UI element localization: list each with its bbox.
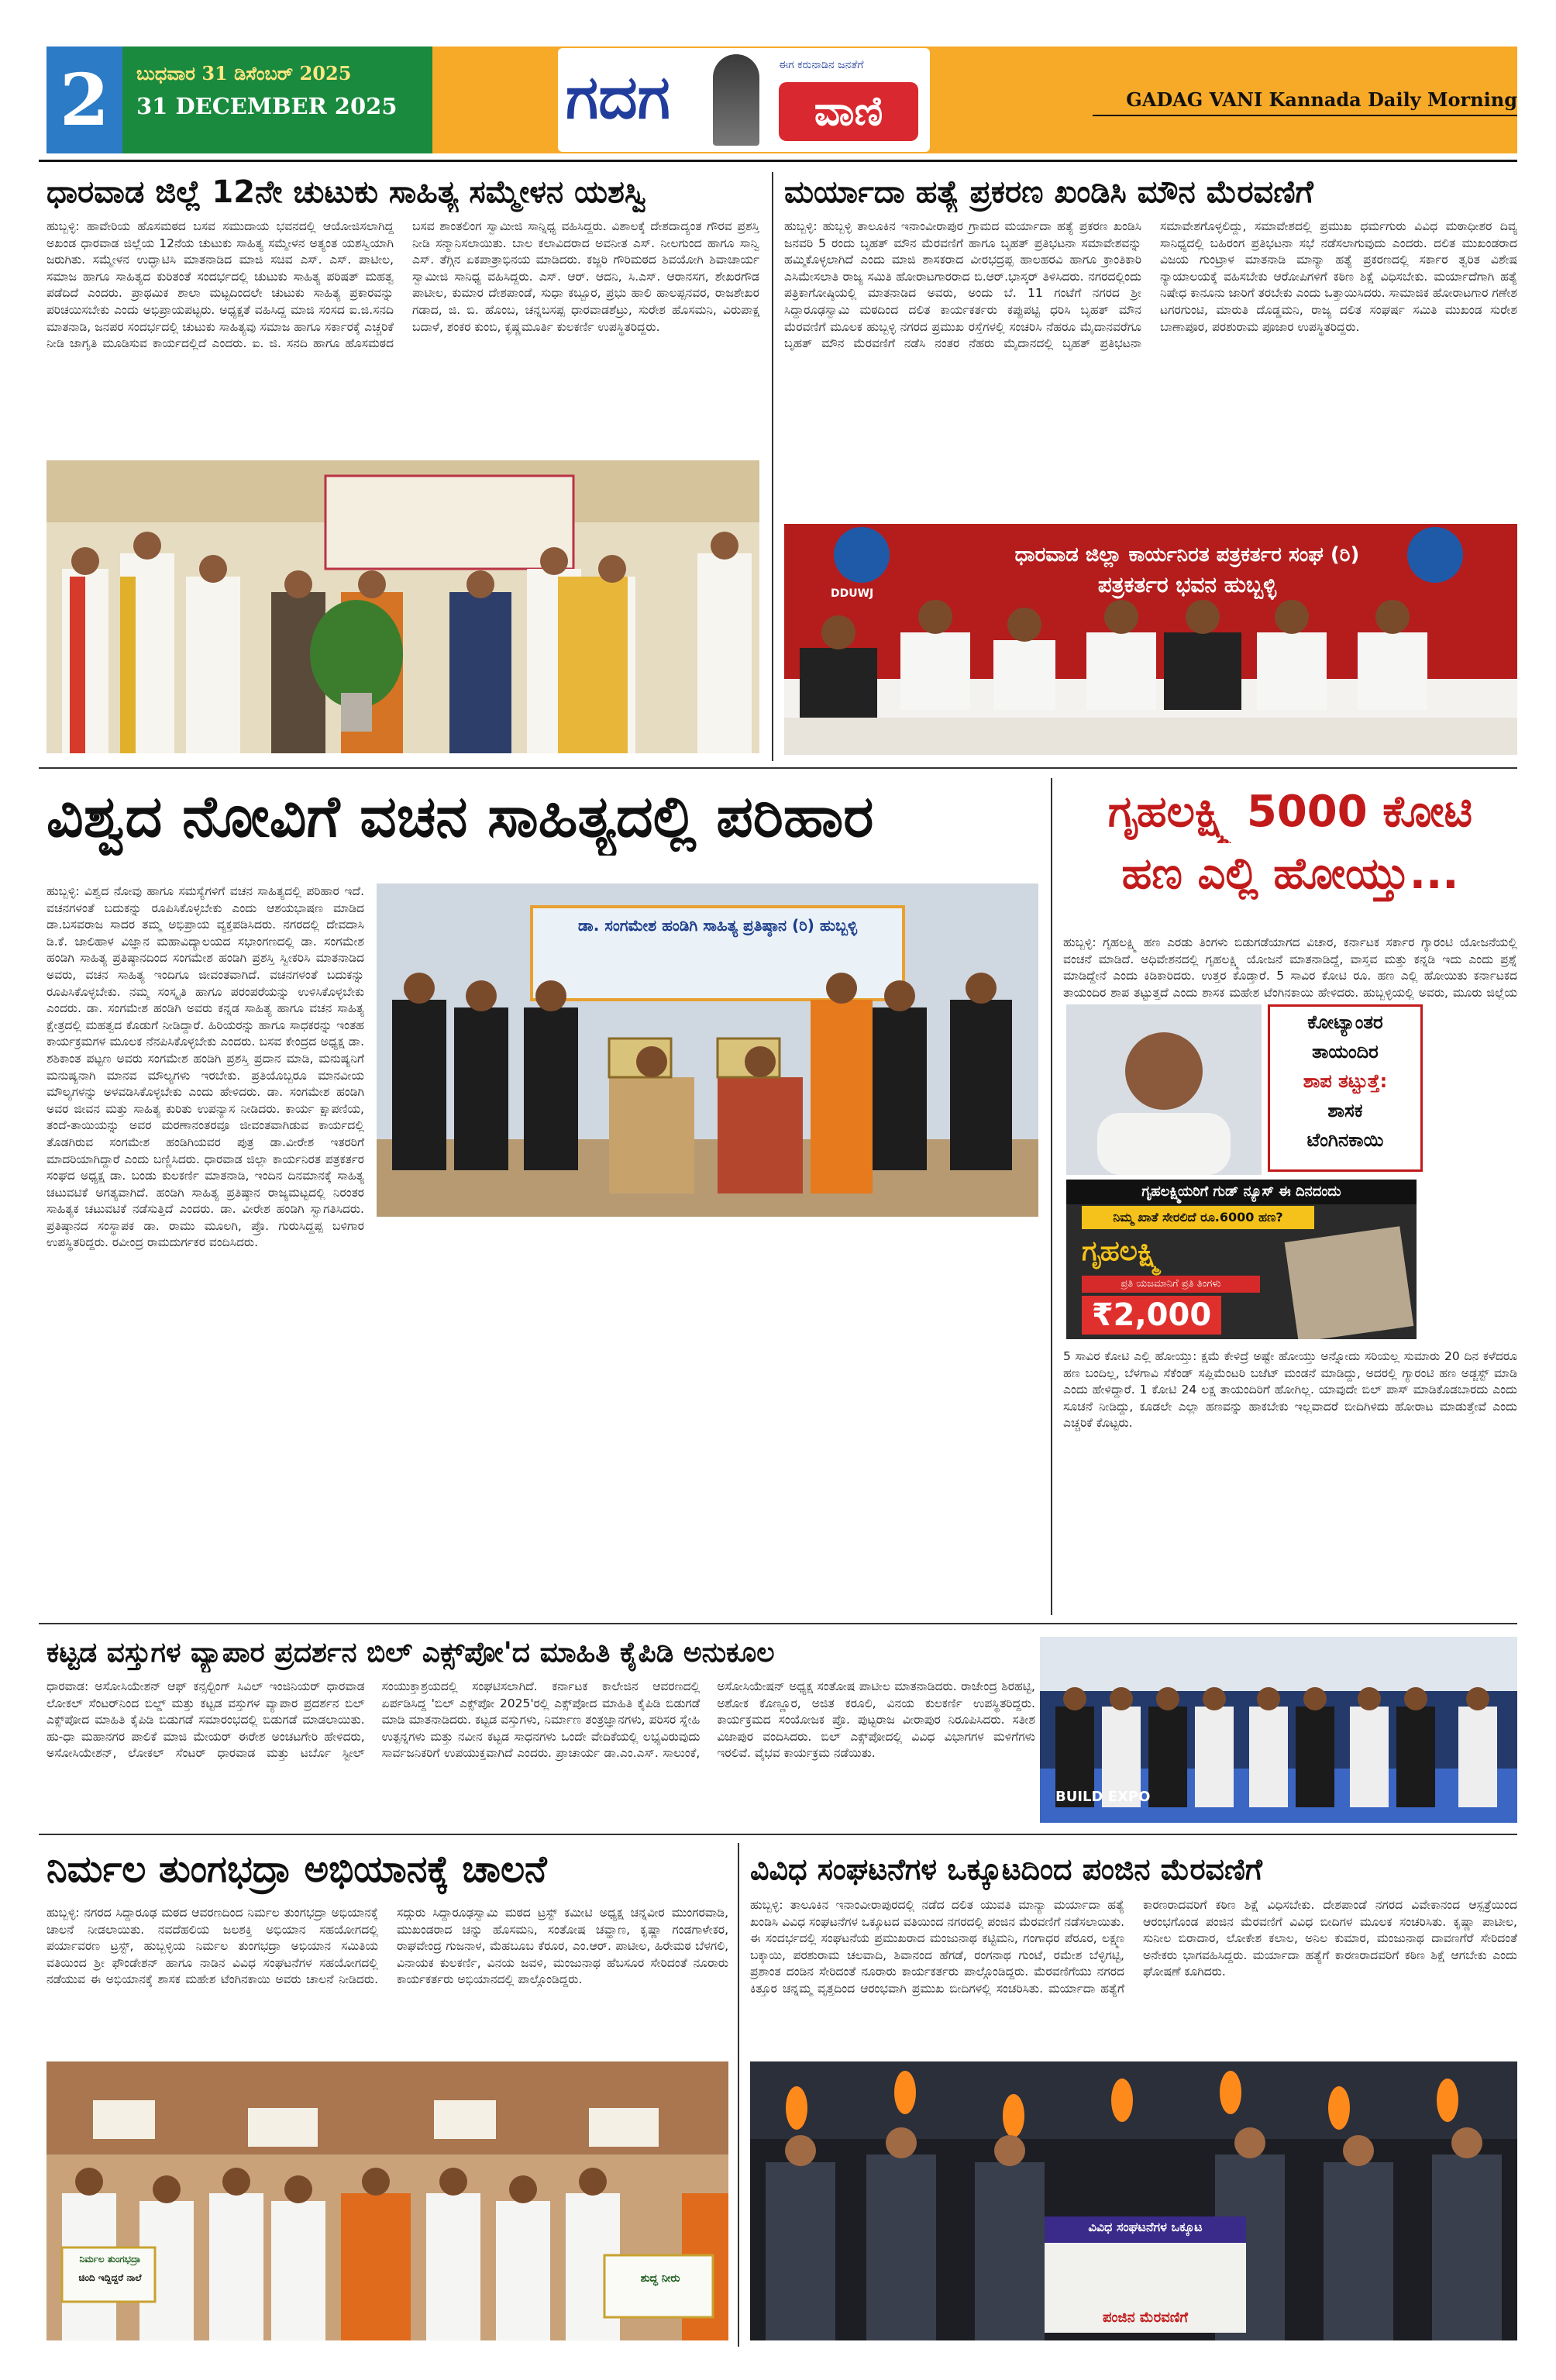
grihalakshmi-promo (1066, 1180, 1417, 1339)
story-body-side (1427, 1004, 1517, 1345)
story-body: ಹುಬ್ಬಳ್ಳಿ: ನಗರದ ಸಿದ್ದಾರೂಢ ಮಠದ ಆವರಣದಿಂದ ನಿರ್ಮಲ ತುಂಗಭದ್ರಾ ಅಭಿಯಾನಕ್ಕೆ ಚಾಲನೆ ನೀಡಲಾಯಿತು. ನವದೆಹಲಿಯ ಜಲಶಕ್ತಿ ಅಭಿಯಾನ ಸಹಯೋಗದಲ್ಲಿ ಪರ್ಯಾವರಣ ಟ್ರಸ್ಟ್, ಹುಬ್ಬಳ್ಳಿಯ ನಿರ್ಮಲ ತುಂಗಭದ್ರಾ ಅಭಿಯಾನ ಸಮಿತಿಯ ವತಿಯಿಂದ ಶ್ರೀ ಫೌಂಡೇಶನ್ ಹಾಗೂ ನಾಡಿನ ವಿವಿಧ ಸಂಘಟನೆಗಳ ಸಹಯೋಗದಲ್ಲಿ ನಡೆಯುವ ಈ ಅಭಿಯಾನಕ್ಕೆ ಶಾಸಕ ಮಹೇಶ ಟೆಂಗಿನಕಾಯಿ ಅವರು ಚಾಲನೆ ನೀಡಿದರು. ಸದ್ಗುರು ಸಿದ್ದಾರೂಢಸ್ವಾಮಿ ಮಠದ ಟ್ರಸ್ಟ್ ಕಮೀಟಿ ಅಧ್ಯಕ್ಷ ಚನ್ನವೀರ ಮುಂಗರವಾಡಿ, ಮುಖಂಡರಾದ ಚನ್ನು ಹೊಸಮನಿ, ಸಂತೋಷ ಚವ್ಹಾಣ, ಕೃಷ್ಣಾ ಗಂಡಗಾಳೇಕರ, ರಾಘವೇಂದ್ರ ಗುಜನಾಳ, ಮೆಹಬೂಬ ಕೆರೂರ, ಎಂ.ಆರ್. ಪಾಟೀಲ, ಹಿರೇಮಠ ಬೆಳಗಲಿ, ವಿನಾಯಕ ಕುಲಕರ್ಣಿ, ವಿನಯ ಜವಳಿ, ಮಂಜುನಾಥ ಹೆಬಸೂರ ಸೇರಿದಂತೆ ನೂರಾರು ಕಾರ್ಯಕರ್ತರು ಅಭಿಯಾನದಲ್ಲಿ ಪಾಲ್ಗೊಂಡಿದ್ದರು. (46, 1906, 728, 1987)
story-headline: ಮರ್ಯಾದಾ ಹತ್ಯೆ ಪ್ರಕರಣ ಖಂಡಿಸಿ ಮೌನ ಮೆರವಣಿಗೆ (784, 174, 1313, 210)
rally-photo (46, 2061, 728, 2340)
story-body: ಹುಬ್ಬಳ್ಳಿ: ಗೃಹಲಕ್ಷ್ಮಿ ಹಣ ಎರಡು ತಿಂಗಳು ಬಿಡುಗಡೆಯಾಗದ ವಿಚಾರ, ಕರ್ನಾಟಕ ಸರ್ಕಾರ ಗ್ಯಾರಂಟಿ ಯೋಜನೆಯಲ್ಲಿ ವಂಚನೆ ಮಾಡಿದೆ. ಅಧಿವೇಶನದಲ್ಲಿ ಗೃಹಲಕ್ಷ್ಮಿ ಯೋಜನೆ ಮಾತನಾಡಿದ್ದೆ, ವಾಸ್ತವ ಮತ್ತು ಕನ್ನಡಿ ಇದು ಎಂದು ಪ್ರಶ್ನೆ ಮಾಡಿದ್ದೇನೆ ಎಂದು ಕಿಡಿಕಾರಿದರು. ಉತ್ತರ ಕೊಡ್ತಾರೆ. 5 ಸಾವಿರ ಕೋಟಿ ರೂ. ಹಣ ಎಲ್ಲಿ ಹೋಯಿತು ಕರ್ನಾಟಕದ ತಾಯಂದಿರ ಶಾಪ ತಟ್ಟುತ್ತದೆ ಎಂದು ಶಾಸಕ ಮಹೇಶ ಟೆಂಗಿನಕಾಯಿ ಹೇಳಿದರು. ಹುಬ್ಬಳ್ಳಿಯಲ್ಲಿ ಅವರು, ಮೂರು ಜಿಲ್ಲೆಯ (1063, 935, 1517, 1000)
expo-launch-photo (1040, 1637, 1517, 1823)
statue-icon (713, 54, 759, 146)
currency-notes-image (1285, 1226, 1414, 1339)
divider (39, 1834, 1517, 1835)
placard-text: ಶುದ್ಧ ನೀರು (640, 2272, 680, 2285)
expo-logo-text: BUILD EXPO (1055, 1789, 1151, 1805)
paper-name: GADAG VANI Kannada Daily Morning (1126, 88, 1517, 111)
promo-sub: ಪ್ರತಿ ಯಜಮಾನಿಗೆ ಪ್ರತಿ ತಿಂಗಳು (1082, 1276, 1260, 1293)
story-body: ಹುಬ್ಬಳ್ಳಿ: ಹುಬ್ಬಳ್ಳಿ ತಾಲೂಕಿನ ಇನಾಂವೀರಾಪುರ ಗ್ರಾಮದ ಮರ್ಯಾದಾ ಹತ್ಯೆ ಪ್ರಕರಣ ಖಂಡಿಸಿ ಜನವರಿ 5 ರಂದು ಬೃಹತ್ ಮೌನ ಮೆರವಣಿಗೆ ಹಾಗೂ ಬೃಹತ್ ಪ್ರತಿಭಟನಾ ಸಮಾವೇಶವನ್ನು ಹಮ್ಮಿಕೊಳ್ಳಲಾಗಿದೆ ಎಂದು ಮಾಜಿ ಶಾಸಕರಾದ ವೀರಭದ್ರಪ್ಪ ಹಾಲಹರವಿ ಹಾಗೂ ಕ್ರಾಂತಿಕಾರಿ ಎಸಿಮೇಸಲಾತಿ ರಾಜ್ಯ ಸಮಿತಿ ಹೋರಾಟಗಾರರಾದ ಬಿ.ಆರ್.ಭಾಸ್ಕರ್ ತಿಳಿಸಿದರು. ನಗರದಲ್ಲಿಂದು ಪತ್ರಿಕಾಗೋಷ್ಠಿಯಲ್ಲಿ ಮಾತನಾಡಿದ ಅವರು, ಅಂದು ಬೆ. 11 ಗಂಟೆಗೆ ನಗರದ ಶ್ರೀ ಸಿದ್ದಾರೂಢಸ್ವಾಮಿ ಮಠದಿಂದ ದಲಿತ ಕಾರ್ಯಕರ್ತರು ಕಪ್ಪುಪಟ್ಟಿ ಧರಿಸಿ ಬೃಹತ್ ಮೌನ ಮೆರವಣಿಗೆ ಮೂಲಕ ಹುಬ್ಬಳ್ಳಿ ನಗರದ ಪ್ರಮುಖ ರಸ್ತೆಗಳಲ್ಲಿ ಸಂಚರಿಸಿ ನೆಹರೂ ಮೈದಾನವರೆಗೂ ಬೃಹತ್ ಮೌನ ಮೆರವಣಿಗೆ ನಡೆಸಿ ನಂತರ ನೆಹರು ಮೈದಾನದಲ್ಲಿ ಬೃಹತ್ ಪ್ರತಿಭಟನಾ ಸಮಾವೇಶಗೊಳ್ಳಲಿದ್ದು, ಸಮಾವೇಶದಲ್ಲಿ ಪ್ರಮುಖ ಧರ್ಮಗುರು ವಿವಿಧ ಮಠಾಧೀಶರ ದಿವ್ಯ ಸಾನಿಧ್ಯದಲ್ಲಿ ಬಹಿರಂಗ ಪ್ರತಿಭಟನಾ ಸಭೆ ನಡೆಸಲಾಗುವುದು ಎಂದರು. ದಲಿತ ಮುಖಂಡರಾದ ವಿಜಯ ಗುಂಟ್ರಾಳ ಮಾತನಾಡಿ ಮಾನ್ಯಾ ಹತ್ಯೆ ಪ್ರಕರಣದಲ್ಲಿ ಸರ್ಕಾರ ತ್ವರಿತ ವಿಶೇಷ ನ್ಯಾಯಾಲಯಕ್ಕೆ ವಹಿಸಬೇಕು ಆರೋಪಿಗಳಿಗೆ ಕಠಿಣ ಶಿಕ್ಷೆ ವಿಧಿಸಬೇಕು. ಮರ್ಯಾದೆಗಾಗಿ ಹತ್ಯೆ ನಿಷೇಧ ಕಾನೂನು ಜಾರಿಗೆ ತರಬೇಕು ಎಂದು ಒತ್ತಾಯಿಸಿದರು. ಸಾಮಾಜಿಕ ಹೋರಾಟಗಾರ ಗಣೇಶ ಟಗರಗುಂಟಿ, ಮಾರುತಿ ದೊಡ್ಡಮನಿ, ರಾಜ್ಯ ದಲಿತ ಸಂಘರ್ಷ ಸಮಿತಿ ಮುಖಂಡ ಸುರೇಶ ಬಾಣಾಪೂರ, ಪರಶುರಾಮ ಪೂಜಾರ ಉಪಸ್ಥಿತರಿದ್ದರು. (784, 219, 1517, 351)
column-divider (772, 172, 773, 761)
divider (39, 1623, 1517, 1624)
column-divider (1051, 778, 1052, 1615)
politician-photo (1066, 1004, 1262, 1175)
banner-text: ವಿವಿಧ ಸಂಘಟನೆಗಳ ಒಕ್ಕೂಟ (1088, 2220, 1203, 2234)
promo-line: ನಿಮ್ಮ ಖಾತೆ ಸೇರಲಿದೆ ರೂ.6000 ಹಣ? (1082, 1206, 1314, 1229)
story-headline: ಧಾರವಾಡ ಜಿಲ್ಲೆ 12ನೇ ಚುಟುಕು ಸಾಹಿತ್ಯ ಸಮ್ಮೇಳನ ಯಶಸ್ವಿ (46, 174, 647, 210)
date-kannada: ಬುಧವಾರ 31 ಡಿಸೆಂಬರ್ 2025 (136, 62, 352, 84)
story-headline: ಕಟ್ಟಡ ವಸ್ತುಗಳ ವ್ಯಾಪಾರ ಪ್ರದರ್ಶನ ಬಿಲ್ ಎಕ್ಸ್‌ಪೋ'ದ ಮಾಹಿತಿ ಕೈಪಿಡಿ ಅನುಕೂಲ (46, 1637, 775, 1669)
quote-line: ಟೆಂಗಿನಕಾಯಿ (1306, 1129, 1384, 1151)
logo-vani: ವಾಣಿ (779, 82, 918, 141)
press-hall-text: ಪತ್ರಕರ್ತರ ಭವನ ಹುಬ್ಬಳ್ಳಿ (1097, 572, 1277, 598)
placard-text: ಚಿಂದಿ ಇದ್ದಿದ್ದರೆ ನಾಲೆ (78, 2272, 142, 2283)
placard-text: ನಿರ್ಮಲ ತುಂಗಭದ್ರಾ (79, 2254, 141, 2265)
press-meet-photo (784, 524, 1517, 755)
quote-box (1268, 1004, 1423, 1172)
divider (1093, 115, 1517, 116)
logo-text: ಗದಗ (566, 62, 670, 133)
page-number: 2 (46, 46, 122, 153)
story-body: 5 ಸಾವಿರ ಕೋಟಿ ಎಲ್ಲಿ ಹೋಯ್ತು: ಕ್ಷಮೆ ಕೇಳಿದ್ರೆ ಅಷ್ಟೇ ಹೋಯ್ತು ಅನ್ನೋದು ಸರಿಯಲ್ಲ ಸುಮಾರು 20 ದಿನ ಕಳೆದರೂ ಹಣ ಬಂದಿಲ್ಲ, ಬೆಳಗಾವಿ ಸೆಕೆಂಡ್ ಸಪ್ಲಿಮೆಂಟರಿ ಬಜೆಟ್ ಮಂಡನೆ ಮಾಡಿದ್ದು, ಅದರಲ್ಲಿ ಗ್ಯಾರಂಟಿ ಹಣ ಅಡ್ಜಸ್ಟ್ ಮಾಡಿ ಎಂದು ಹೇಳಿದ್ದಾರೆ. 1 ಕೋಟಿ 24 ಲಕ್ಷ ತಾಯಂದಿರಿಗೆ ಹೋಗಿಲ್ಲ. ಯಾವುದೇ ಬಿಲ್ ಪಾಸ್ ಮಾಡಿಕೊಡಬಾರದು ಎಂದು ಸೂಚನೆ ನೀಡಿದ್ದು, ಕೂಡಲೇ ಎಲ್ಲಾ ಹಣವನ್ನು ಹಾಕಬೇಕು ಇಲ್ಲವಾದರೆ ಬೀದಿಗಿಳಿದು ಹೋರಾಟ ಮಾಡುತ್ತೇವೆ ಎಂದು ಎಚ್ಚರಿಕೆ ಕೊಟ್ಟರು. (1063, 1349, 1517, 1431)
story-body: ಹುಬ್ಬಳ್ಳಿ: ವಿಶ್ವದ ನೋವು ಹಾಗೂ ಸಮಸ್ಯೆಗಳಿಗೆ ವಚನ ಸಾಹಿತ್ಯದಲ್ಲಿ ಪರಿಹಾರ ಇದೆ. ವಚನಗಳಂತೆ ಬದುಕನ್ನು ರೂಪಿಸಿಕೊಳ್ಳಬೇಕು ಎಂದು ಆಶಯಭಾಷಣ ಮಾಡಿದ ಡಾ.ಬಸವರಾಜ ಸಾದರ ತಮ್ಮ ಅಭಿಪ್ರಾಯ ವ್ಯಕ್ತಪಡಿಸಿದರು. ನಗರದಲ್ಲಿ ದೇವದಾಸಿ ಡಿ.ಕೆ. ಜಾಲಿಹಾಳ ವಿಜ್ಞಾನ ಮಹಾವಿದ್ಯಾಲಯದ ಸಭಾಂಗಣದಲ್ಲಿ ಡಾ. ಸಂಗಮೇಶ ಹಂಡಿಗಿ ಸಾಹಿತ್ಯ ಪ್ರತಿಷ್ಠಾನದಿಂದ ಸಂಗಮೇಶ ಹಂಡಿಗಿ ಪ್ರಶಸ್ತಿ ಸ್ವೀಕರಿಸಿ ಮಾತನಾಡಿದ ಅವರು, ವಚನ ಸಾಹಿತ್ಯ ಇಂದಿಗೂ ಜೀವಂತವಾಗಿದೆ. ವಚನಗಳಂತೆ ಬದುಕನ್ನು ರೂಪಿಸಿಕೊಳ್ಳಬೇಕು. ನಮ್ಮ ಸಂಸ್ಕೃತಿ ಹಾಗೂ ಪರಂಪರೆಯನ್ನು ಉಳಿಸಿಕೊಳ್ಳಬೇಕು ಎಂದರು. ಡಾ. ಸಂಗಮೇಶ ಹಂಡಿಗಿ ಅವರು ಕನ್ನಡ ಸಾಹಿತ್ಯ ಹಾಗೂ ವಚನ ಸಾಹಿತ್ಯ ಕ್ಷೇತ್ರದಲ್ಲಿ ಮಹತ್ವದ ಕೊಡುಗೆ ನೀಡಿದ್ದಾರೆ. ಹಿರಿಯರನ್ನು ಹಾಗೂ ಸಾಧಕರನ್ನು ಇಂತಹ ಕಾರ್ಯಕ್ರಮಗಳ ಮೂಲಕ ನೆನಪಿಸಿಕೊಳ್ಳಬೇಕು ಎಂದರು. ಬಸವ ಕೇಂದ್ರದ ಅಧ್ಯಕ್ಷ ಡಾ. ಶಶಿಕಾಂತ ಪಟ್ಟಣ ಅವರು ಸಂಗಮೇಶ ಹಂಡಿಗಿ ಪ್ರಶಸ್ತಿ ಪ್ರದಾನ ಮಾಡಿ, ಮನುಷ್ಯನಿಗೆ ಮನುಷ್ಯನಾಗಿ ಮಾನವ ಮೌಲ್ಯಗಳು ಇರಬೇಕು. ಪ್ರತಿಯೊಬ್ಬರೂ ಮಾನವೀಯ ಮೌಲ್ಯಗಳನ್ನು ಅಳವಡಿಸಿಕೊಳ್ಳಬೇಕು ಎಂದು ಹೇಳಿದರು. ಡಾ. ಸಂಗಮೇಶ ಹಂಡಿಗಿ ಅವರ ಜೀವನ ಮತ್ತು ಸಾಹಿತ್ಯ ಕುರಿತು ಉಪನ್ಯಾಸ ನೀಡಿದರು. ಕಾರ್ಯ ಕ್ಷಾಪಣಿಯ, ತಂದೆ-ತಾಯಿಯನ್ನು ಅವರ ಮರಣಾನಂತರವೂ ಜೀವಂತವಾಗಿಡುವ ಕಾರ್ಯದಲ್ಲಿ ತೊಡಗಿರುವ ಸಂಗಮೇಶ ಹಂಡಿಗಿಯವರ ಪುತ್ರ ಡಾ.ವೀರೇಶ ಇತರರಿಗೆ ಮಾದರಿಯಾಗಿದ್ದಾರೆ ಎಂದು ಬಣ್ಣಿಸಿದರು. ಧಾರವಾಡ ಜಿಲ್ಲಾ ಕಾರ್ಯನಿರತ ಪತ್ರಕರ್ತರ ಸಂಘದ ಅಧ್ಯಕ್ಷ ಡಾ. ಬಂಡು ಕುಲಕರ್ಣಿ ಮಾತನಾಡಿ, ಇಂದಿನ ದಿನಮಾನಕ್ಕೆ ಸಾಹಿತ್ಯ ಚಟುವಟಿಕೆ ಅಗತ್ಯವಾಗಿದೆ. ಹಂಡಿಗಿ ಸಾಹಿತ್ಯ ಪ್ರತಿಷ್ಠಾನ ರಾಜ್ಯಮಟ್ಟದಲ್ಲಿ ನಿರಂತರ ಸಾಹಿತ್ಯಕ ಚಟುವಟಿಕೆ ನಡೆಸುತ್ತಿದೆ ಎಂದರು. ಡಾ. ವೀರೇಶ ಹಂಡಿಗಿ ಸ್ವಾಗತಿಸಿದರು. ಪ್ರತಿಷ್ಠಾನದ ಸಂಸ್ಥಾಪಕ ಡಾ. ರಾಮು ಮೂಲಗಿ, ಪ್ರೊ. ಗುರುಸಿದ್ದಪ್ಪ ಬಳಿಗಾರ ಉಪಸ್ಥಿತರಿದ್ದರು. ರವೀಂದ್ರ ರಾಮದುರ್ಗಕರ ವಂದಿಸಿದರು. (46, 884, 364, 1250)
promo-brand: ಗೃಹಲಕ್ಷ್ಮಿ (1082, 1235, 1162, 1267)
award-ceremony-photo (377, 883, 1038, 1217)
story-body-continued (377, 1229, 1038, 1612)
press-abbr: DDUWJ (831, 587, 874, 600)
divider (39, 767, 1517, 769)
quote-line: ಶಾಪ ತಟ್ಟುತ್ತೆ: (1303, 1070, 1388, 1092)
story-headline: ವಿವಿಧ ಸಂಘಟನೆಗಳ ಒಕ್ಕೂಟದಿಂದ ಪಂಜಿನ ಮೆರವಣಿಗೆ (750, 1852, 1262, 1886)
column-divider (738, 1843, 739, 2347)
story-body: ಧಾರವಾಡ: ಅಸೋಸಿಯೇಶನ್ ಆಫ್ ಕನ್ಸಲ್ಟಿಂಗ್ ಸಿವಿಲ್ ಇಂಜಿನಿಯರ್ ಧಾರವಾಡ ಲೋಕಲ್ ಸೆಂಟರ್‌ನಿಂದ ಬಿಲ್ಡ್ ಮತ್ತು ಕಟ್ಟಡ ವಸ್ತುಗಳ ವ್ಯಾಪಾರ ಪ್ರದರ್ಶನ ಬಿಲ್ ಎಕ್ಸ್‌ಪೋದ ಮಾಹಿತಿ ಕೈಪಿಡಿ ಬಿಡುಗಡೆ ಸಮಾರಂಭದಲ್ಲಿ ಬಿಡುಗಡೆ ಮಾಡಲಾಯಿತು. ಹು-ಧಾ ಮಹಾನಗರ ಪಾಲಿಕೆ ಮಾಜಿ ಮೇಯರ್ ಈರೇಶ ಅಂಚಟಗೇರಿ ಹೇಳಿದರು, ಅಸೋಸಿಯೇಶನ್, ಲೋಕಲ್ ಸೆಂಟರ್ ಧಾರವಾಡ ಮತ್ತು ಟರ್ಬೊ ಸ್ಟೀಲ್ ಸಂಯುಕ್ತಾಶ್ರಯದಲ್ಲಿ ಸಂಘಟಿಸಲಾಗಿದೆ. ಕರ್ನಾಟಕ ಕಾಲೇಜಿನ ಆವರಣದಲ್ಲಿ ಏರ್ಪಡಿಸಿದ್ದ 'ಬಿಲ್ ಎಕ್ಸ್‌ಪೋ 2025'ರಲ್ಲಿ ಎಕ್ಸ್‌ಪೋದ ಮಾಹಿತಿ ಕೈಪಿಡಿ ಬಿಡುಗಡೆ ಮಾಡಿ ಮಾತನಾಡಿದರು. ಕಟ್ಟಡ ವಸ್ತುಗಳು, ನಿರ್ಮಾಣ ತಂತ್ರಜ್ಞಾನಗಳು, ಪರಿಸರ ಸ್ನೇಹಿ ಉತ್ಪನ್ನಗಳು ಮತ್ತು ನವೀನ ಕಟ್ಟಡ ಸಾಧನಗಳು ಒಂದೇ ವೇದಿಕೆಯಲ್ಲಿ ಲಭ್ಯವಿರುವುದು ಸಾರ್ವಜನಿಕರಿಗೆ ಉಪಯುಕ್ತವಾಗಿದೆ ಎಂದರು. ಪ್ರಾಚಾರ್ಯ ಡಾ.ಎಂ.ಎಸ್. ಸಾಲುಂಕೆ, ಅಸೋಸಿಯೇಷನ್ ಅಧ್ಯಕ್ಷ ಸಂತೋಷ ಪಾಟೀಲ ಮಾತನಾಡಿದರು. ರಾಜೇಂದ್ರ ಶಿರಹಟ್ಟಿ, ಅಶೋಕ ಕೊಣ್ಣೂರ, ಅಜಿತ ಕರೂಲಿ, ವಿನಯ ಕುಲಕರ್ಣಿ ಉಪಸ್ಥಿತರಿದ್ದರು. ಕಾರ್ಯಕ್ರಮದ ಸಂಯೋಜಕ ಪ್ರೊ. ಪುಟ್ಟರಾಜ ವೀರಾಪುರ ನಿರೂಪಿಸಿದರು. ಸತೀಶ ವಿಜಾಪುರ ವಂದಿಸಿದರು. ಬಿಲ್ ಎಕ್ಸ್‌ಪೋದಲ್ಲಿ ವಿವಿಧ ವಿಭಾಗಗಳ ಮಳಿಗೆಗಳು ಇರಲಿವೆ. ವೈಭವ ಕಾರ್ಯಕ್ರಮ ನಡೆಯಿತು. (46, 1679, 1035, 1761)
newspaper-logo (558, 48, 930, 152)
press-org-banner: ಧಾರವಾಡ ಜಿಲ್ಲಾ ಕಾರ್ಯನಿರತ ಪತ್ರಕರ್ತರ ಸಂಘ (ರಿ) (1014, 543, 1360, 567)
promo-amount: ₹2,000 (1082, 1296, 1221, 1335)
promo-line: ಗೃಹಲಕ್ಷ್ಮಿಯರಿಗೆ ಗುಡ್ ನ್ಯೂಸ್ ಈ ದಿನದಂದು (1066, 1180, 1417, 1204)
story-headline: ವಿಶ್ವದ ನೋವಿಗೆ ವಚನ ಸಾಹಿತ್ಯದಲ್ಲಿ ಪರಿಹಾರ (46, 784, 874, 850)
logo-tagline: ಈಗ ಕರುನಾಡಿನ ಜನತೆಗೆ (779, 59, 864, 71)
event-photo (46, 460, 759, 753)
story-headline: ಹಣ ಎಲ್ಲಿ ಹೋಯ್ತು... (1121, 849, 1459, 899)
divider (39, 160, 1517, 162)
quote-line: ಕೋಟ್ಯಾಂತರ (1307, 1011, 1383, 1033)
stage-banner-text: ಡಾ. ಸಂಗಮೇಶ ಹಂಡಿಗಿ ಸಾಹಿತ್ಯ ಪ್ರತಿಷ್ಠಾನ (ರಿ) ಹುಬ್ಬಳ್ಳಿ (577, 916, 858, 935)
banner-text: ಪಂಜಿನ ಮೆರವಣಿಗೆ (1103, 2309, 1188, 2326)
quote-line: ತಾಯಂದಿರ (1312, 1041, 1379, 1063)
story-headline: ನಿರ್ಮಲ ತುಂಗಭದ್ರಾ ಅಭಿಯಾನಕ್ಕೆ ಚಾಲನೆ (46, 1848, 547, 1891)
story-headline: ಗೃಹಲಕ್ಷ್ಮಿ 5000 ಕೋಟಿ (1107, 787, 1473, 837)
date-english: 31 DECEMBER 2025 (136, 93, 398, 119)
date-box (122, 46, 432, 153)
story-body: ಹುಬ್ಬಳ್ಳಿ: ಹಾವೇರಿಯ ಹೊಸಮಠದ ಬಸವ ಸಮುದಾಯ ಭವನದಲ್ಲಿ ಆಯೋಜಿಸಲಾಗಿದ್ದ ಅಖಂಡ ಧಾರವಾಡ ಜಿಲ್ಲೆಯ 12ನೆಯ ಚುಟುಕು ಸಾಹಿತ್ಯ ಸಮ್ಮೇಳನ ಅತ್ಯಂತ ಯಶಸ್ವಿಯಾಗಿ ಜರುಗಿತು. ಸಮ್ಮೇಳನ ಉದ್ಘಾಟಿಸಿ ಮಾತನಾಡಿದ ಮಾಜಿ ಸಚಿವ ಎಸ್. ಎಸ್. ಪಾಟೀಲ, ಸಮಾಜ ಹಾಗೂ ಸಾಹಿತ್ಯದ ಕುರಿತಂತೆ ಸಂದರ್ಭದಲ್ಲಿ ಚುಟುಕು ಸಾಹಿತ್ಯ ಪರಿಷತ್ ಮಹತ್ವ ಪಡೆದಿದೆ ಎಂದರು. ಪ್ರಾಥಮಿಕ ಶಾಲಾ ಮಟ್ಟದಿಂದಲೇ ಚುಟುಕು ಸಾಹಿತ್ಯ ಪ್ರಕಾರವನ್ನು ಪರಿಚಯಿಸಬೇಕು ಎಂದು ಅಭಿಪ್ರಾಯಪಟ್ಟರು. ಅಧ್ಯಕ್ಷತೆ ವಹಿಸಿದ್ದ ಮಾಜಿ ಸಂಸದ ಐ.ಜಿ.ಸನದಿ ಮಾತನಾಡಿ, ಜನಪರ ಸಂದರ್ಭದಲ್ಲಿ ಚುಟುಕು ಸಾಹಿತ್ಯವು ಸಮಾಜ ಹಾಗೂ ಸರ್ಕಾರಕ್ಕೆ ಎಚ್ಚರಿಕೆ ನೀಡಿ ಜಾಗೃತಿ ಮೂಡಿಸುವ ಕಾರ್ಯದಲ್ಲಿದೆ ಎಂದರು. ಐ. ಜಿ. ಸನದಿ ಹಾಗೂ ಹೊಸಮಠದ ಬಸವ ಶಾಂತಲಿಂಗ ಸ್ವಾಮೀಜಿ ಸಾನ್ನಿಧ್ಯ ವಹಿಸಿದ್ದರು. ವಿಶಾಲಕ್ಕೆ ದೇಶದಾದ್ಯಂತ ಗೌರವ ಪ್ರಶಸ್ತಿ ನೀಡಿ ಸನ್ಮಾನಿಸಲಾಯಿತು. ಬಾಲ ಕಲಾವಿದರಾದ ಅವನೀತ ಎಸ್. ನೀಲಗುಂದ ಹಾಗೂ ಸಾನ್ವಿ ಎಸ್. ತೆಗ್ಗಿನ ಏಕಪಾತ್ರಾಭಿನಯ ಮಾಡಿದರು. ಕಜ್ಜರಿ ಗೌರಿಮಠದ ಶಿವಯೋಗಿ ಶಿವಾಚಾರ್ಯ ಸ್ವಾಮೀಜಿ ಸಾನಿಧ್ಯ ವಹಿಸಿದ್ದರು. ಎಸ್. ಆರ್. ಆದನಿ, ಸಿ.ಎಸ್. ಆರಾನಸಗ, ಶೇಖರಗೌಡ ಪಾಟೀಲ, ಕುಮಾರ ದೇಶಪಾಂಡೆ, ಸುಧಾ ಕಬ್ಬೂರ, ಪ್ರಭು ಹಾಲಿ ಹಾಲಪ್ಪನವರ, ರಾಜಶೇಖರ ಗಡಾದ, ಜಿ. ಬಿ. ಹೊಂಬ, ಚನ್ನಬಸಪ್ಪ ಧಾರವಾಡಶೆಟ್ರು, ಸುರೇಶ ಹೊಸಮನಿ, ವಿರುಪಾಕ್ಷ ಬದಾಳೆ, ಶಂಕರ ಕುಂಬಿ, ಕೃಷ್ಣಮೂರ್ತಿ ಕುಲಕರ್ಣಿ ಉಪಸ್ಥಿತರಿದ್ದರು. (46, 219, 759, 351)
story-body: ಹುಬ್ಬಳ್ಳಿ: ತಾಲೂಕಿನ ಇನಾಂವೀರಾಪುರದಲ್ಲಿ ನಡೆದ ದಲಿತ ಯುವತಿ ಮಾನ್ಯಾ ಮರ್ಯಾದಾ ಹತ್ಯೆ ಖಂಡಿಸಿ ವಿವಿಧ ಸಂಘಟನೆಗಳ ಒಕ್ಕೂಟದ ವತಿಯಿಂದ ನಗರದಲ್ಲಿ ಪಂಜಿನ ಮೆರವಣಿಗೆ ನಡೆಸಲಾಯಿತು. ಈ ಸಂದರ್ಭದಲ್ಲಿ ಸಂಘಟನೆಯ ಪ್ರಮುಖರಾದ ಮಂಜುನಾಥ ಕಟ್ಟಿಮನಿ, ಗಂಗಾಧರ ಪೆರೂರ, ಲಕ್ಷ್ಮಣ ಬಕ್ಕಾಯಿ, ಪರಶುರಾಮ ಚಲವಾದಿ, ಶಿವಾನಂದ ಹೆಗಡೆ, ರಂಗನಾಥ ಗುಂಟೆ, ರಮೇಶ ಬೆಳ್ಳಿಗಟ್ಟಿ, ಪ್ರಶಾಂತ ದಂಡಿನ ಸೇರಿದಂತೆ ನೂರಾರು ಕಾರ್ಯಕರ್ತರು ಪಾಲ್ಗೊಂಡಿದ್ದರು. ಮೆರವಣಿಗೆಯು ನಗರದ ಕಿತ್ತೂರ ಚನ್ನಮ್ಮ ವೃತ್ತದಿಂದ ಆರಂಭವಾಗಿ ಪ್ರಮುಖ ಬೀದಿಗಳಲ್ಲಿ ಸಂಚರಿಸಿತು. ಮರ್ಯಾದಾ ಹತ್ಯೆಗೆ ಕಾರಣರಾದವರಿಗೆ ಕಠಿಣ ಶಿಕ್ಷೆ ವಿಧಿಸಬೇಕು. ದೇಶಪಾಂಡೆ ನಗರದ ವಿವೇಕಾನಂದ ಆಸ್ಪತ್ರೆಯಿಂದ ಆರಂಭಗೊಂಡ ಪಂಜಿನ ಮೆರವಣಿಗೆ ವಿವಿಧ ಬೀದಿಗಳ ಮೂಲಕ ಸಂಚರಿಸಿತು. ಕೃಷ್ಣಾ ಪಾಟೀಲ, ಸುನೀಲ ಬಿರಾದಾರ, ಲೋಕೇಶ ಕಲಾಲ, ಅನಿಲ ಕುಮಾರ, ಮಂಜುನಾಥ ದಾವಣಗೆರೆ ಸೇರಿದಂತೆ ಅನೇಕರು ಭಾಗವಹಿಸಿದ್ದರು. ಮರ್ಯಾದಾ ಹತ್ಯೆಗೆ ಕಾರಣರಾದವರಿಗೆ ಕಠಿಣ ಶಿಕ್ಷೆ ಆಗಬೇಕು ಎಂದು ಘೋಷಣೆ ಕೂಗಿದರು. (750, 1898, 1517, 1996)
torch-rally-photo (750, 2061, 1517, 2340)
quote-line: ಶಾಸಕ (1327, 1100, 1363, 1121)
